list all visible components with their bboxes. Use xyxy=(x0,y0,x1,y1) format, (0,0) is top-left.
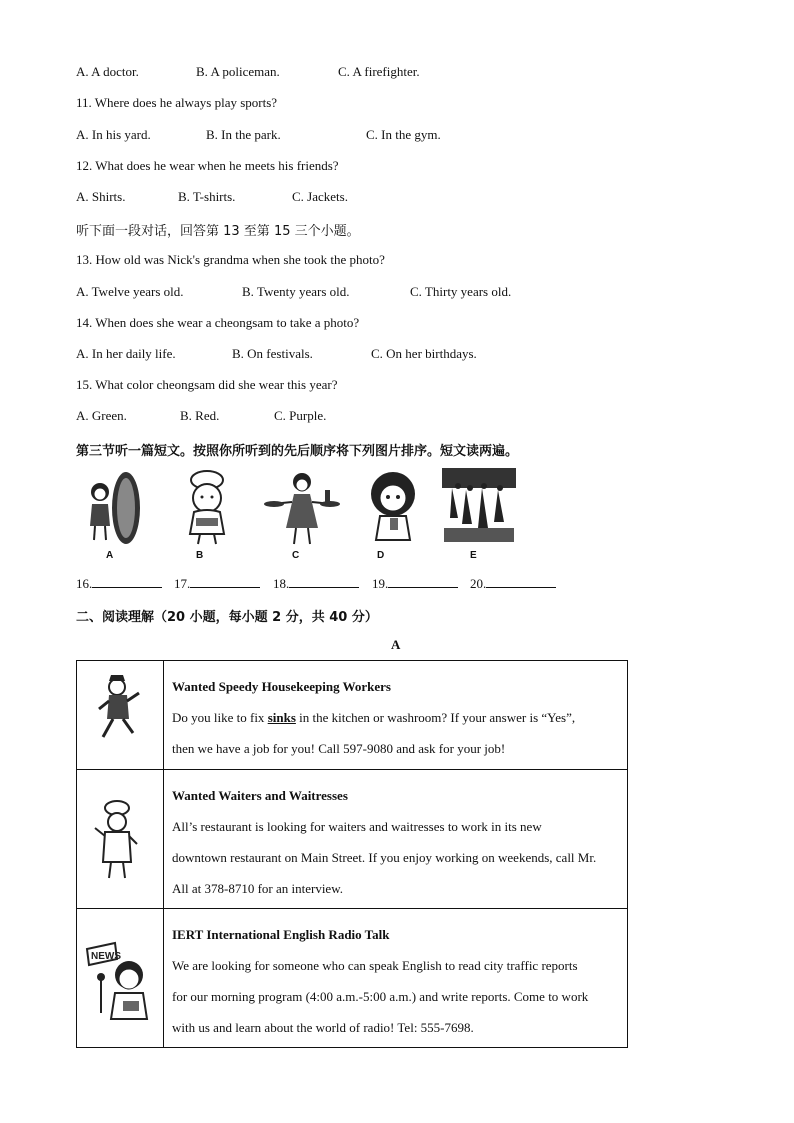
news-sign-text: NEWS xyxy=(91,951,121,962)
ad-1-text-cell xyxy=(164,661,628,770)
ad-2-line-1: All’s restaurant is looking for waiters and waitresses to work in its new xyxy=(172,819,542,834)
ad-3-line-1: We are looking for someone who can speak English to read city traffic reports xyxy=(172,958,578,973)
ad-3-line-3: with us and learn about the world of radio! Tel: 555-7698. xyxy=(172,1020,474,1035)
ad-3-image-cell xyxy=(77,909,164,1048)
q10-option-b: B. A policeman. xyxy=(196,64,280,79)
q14-question: 14. When does she wear a cheongsam to take a photo? xyxy=(76,315,360,330)
picture-label-c: C xyxy=(292,550,300,561)
picture-row xyxy=(76,468,536,564)
picture-e-fashion-show xyxy=(442,468,516,546)
ad-3-line-2: for our morning program (4:00 a.m.-5:00 a.m.) and write reports. Come to work xyxy=(172,989,589,1004)
q12-option-c: C. Jackets. xyxy=(292,189,348,204)
q13-option-a: A. Twelve years old. xyxy=(76,284,184,299)
q10-option-a: A. A doctor. xyxy=(76,64,139,79)
q11-option-a: A. In his yard. xyxy=(76,127,151,142)
ad-1-line-1: Do you like to fix sinks in the kitchen or washroom? If your answer is “Yes”, xyxy=(172,710,576,725)
q13-option-c: C. Thirty years old. xyxy=(410,284,512,299)
answer-blank-18: 18. xyxy=(273,576,359,592)
picture-label-d: D xyxy=(377,550,385,561)
picture-label-e: E xyxy=(470,550,477,561)
ad-2-line-2: downtown restaurant on Main Street. If you enjoy working on weekends, call Mr. xyxy=(172,850,597,865)
q15-question: 15. What color cheongsam did she wear this year? xyxy=(76,377,338,392)
ads-table xyxy=(76,660,628,1048)
ad-2-image-cell xyxy=(77,770,164,909)
q12-option-b: B. T-shirts. xyxy=(178,189,236,204)
q14-option-a: A. In her daily life. xyxy=(76,346,176,361)
q11-option-b: B. In the park. xyxy=(206,127,281,142)
dialogue-instruction: 听下面一段对话，回答第 13 至第 15 三个小题。 xyxy=(76,224,360,239)
q14-option-b: B. On festivals. xyxy=(232,346,313,361)
ad-row-3 xyxy=(77,909,628,1048)
q15-option-b: B. Red. xyxy=(180,408,220,423)
q13-question: 13. How old was Nick's grandma when she took the photo? xyxy=(76,252,385,267)
ad-2-chef-image xyxy=(77,770,151,904)
answer-blank-20: 20. xyxy=(470,576,556,592)
picture-d-girl-drinking xyxy=(362,468,424,546)
q11-question: 11. Where does he always play sports? xyxy=(76,95,278,110)
ad-1-image-cell xyxy=(77,661,164,770)
answer-blank-19: 19. xyxy=(372,576,458,592)
q10-option-c: C. A firefighter. xyxy=(338,64,420,79)
ad-3-title: IERT International English Radio Talk xyxy=(172,927,390,942)
ad-2-title: Wanted Waiters and Waitresses xyxy=(172,788,348,803)
ad-1-plumber-image xyxy=(77,661,159,765)
ad-row-1 xyxy=(77,661,628,770)
answer-blank-17: 17. xyxy=(174,576,260,592)
ad-1-underlined-word: sinks xyxy=(267,710,296,725)
ad-3-text-cell xyxy=(164,909,628,1048)
q14-option-c: C. On her birthdays. xyxy=(371,346,477,361)
reading-heading: 二、阅读理解（20 小题，每小题 2 分，共 40 分） xyxy=(76,610,378,625)
q12-question: 12. What does he wear when he meets his friends? xyxy=(76,158,339,173)
q12-option-a: A. Shirts. xyxy=(76,189,126,204)
picture-label-a: A xyxy=(106,550,114,561)
picture-c-waitress xyxy=(262,468,342,546)
ad-3-radio-host-image xyxy=(77,909,163,1043)
picture-label-b: B xyxy=(196,550,204,561)
ad-1-title: Wanted Speedy Housekeeping Workers xyxy=(172,679,391,694)
q15-option-c: C. Purple. xyxy=(274,408,327,423)
q15-option-a: A. Green. xyxy=(76,408,127,423)
q11-option-c: C. In the gym. xyxy=(366,127,441,142)
picture-a-girl-mirror xyxy=(80,468,146,546)
q13-option-b: B. Twenty years old. xyxy=(242,284,350,299)
picture-b-cook-girl xyxy=(174,468,240,546)
section3-heading: 第三节听一篇短文。按照你所听到的先后顺序将下列图片排序。短文读两遍。 xyxy=(76,444,519,459)
ad-1-line-2: then we have a job for you! Call 597-9080 and ask for your job! xyxy=(172,741,506,756)
answer-blank-16: 16. xyxy=(76,576,162,592)
passage-label: A xyxy=(391,637,401,652)
ad-2-text-cell xyxy=(164,770,628,909)
ad-2-line-3: All at 378-8710 for an interview. xyxy=(172,881,343,896)
ad-row-2 xyxy=(77,770,628,909)
